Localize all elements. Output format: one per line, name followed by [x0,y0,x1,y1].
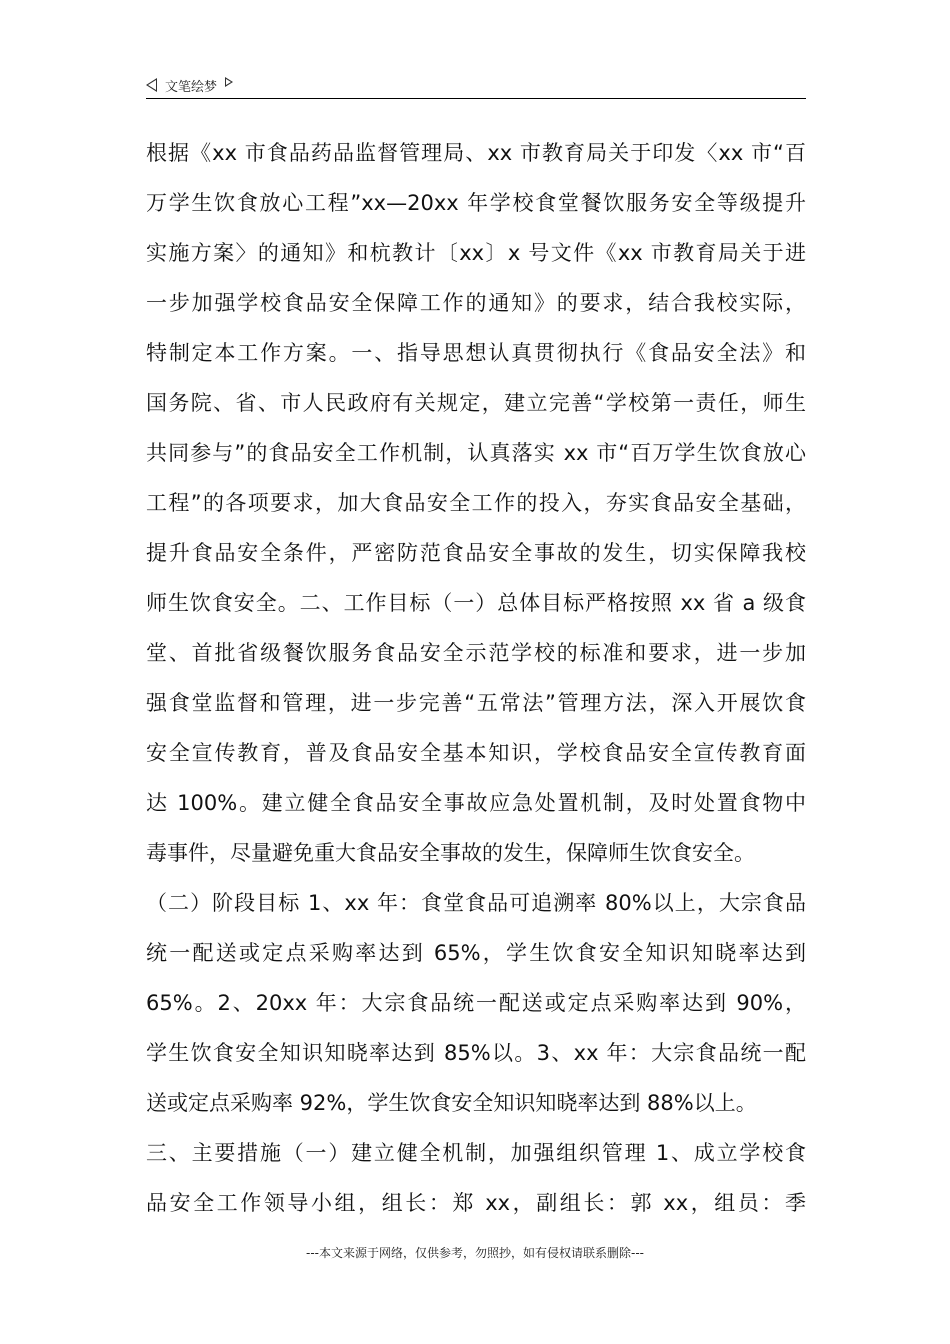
triangle-right-icon [225,77,233,87]
body-line: 国务院、省、市人民政府有关规定，建立完善“学校第一责任，师生 [146,391,806,415]
body-line: 万学生饮食放心工程”xx—20xx 年学校食堂餐饮服务安全等级提升 [146,191,806,215]
body-line: 师生饮食安全。二、工作目标（一）总体目标严格按照 xx 省 a 级食 [146,591,806,615]
document-body [146,128,806,1228]
body-line: 一步加强学校食品安全保障工作的通知》的要求，结合我校实际， [146,291,806,315]
body-line: 送或定点采购率 92%，学生饮食安全知识知晓率达到 88%以上。 [146,1091,757,1115]
body-line: 根据《xx 市食品药品监督管理局、xx 市教育局关于印发〈xx 市“百 [146,141,806,165]
body-line: 达 100%。建立健全食品安全事故应急处置机制，及时处置食物中 [146,791,806,815]
body-line: 工程”的各项要求，加大食品安全工作的投入，夯实食品安全基础， [146,491,806,515]
header-divider [146,98,806,99]
body-line: 品安全工作领导小组，组长：郑 xx，副组长：郭 xx，组员：季 [146,1191,806,1215]
body-line: 三、主要措施（一）建立健全机制，加强组织管理 1、成立学校食 [146,1141,806,1165]
page-header [146,72,806,98]
body-line: 实施方案〉的通知》和杭教计〔xx〕x 号文件《xx 市教育局关于进 [146,241,806,265]
body-line: 学生饮食安全知识知晓率达到 85%以。3、xx 年：大宗食品统一配 [146,1041,806,1065]
body-line: 统一配送或定点采购率达到 65%，学生饮食安全知识知晓率达到 [146,941,806,965]
page-footer: ---本文来源于网络，仅供参考，勿照抄，如有侵权请联系删除--- [306,1246,644,1260]
header-title: 文笔绘梦 [165,79,218,95]
body-line: 堂、首批省级餐饮服务食品安全示范学校的标准和要求，进一步加 [146,641,806,665]
body-line: 强食堂监督和管理，进一步完善“五常法”管理方法，深入开展饮食 [146,691,806,715]
body-line: 提升食品安全条件，严密防范食品安全事故的发生，切实保障我校 [146,541,806,565]
body-line: 特制定本工作方案。一、指导思想认真贯彻执行《食品安全法》和 [146,341,806,365]
body-line: 共同参与”的食品安全工作机制，认真落实 xx 市“百万学生饮食放心 [146,441,806,465]
body-line: 毒事件，尽量避免重大食品安全事故的发生，保障师生饮食安全。 [146,841,755,865]
triangle-left-icon [146,78,157,92]
body-line: （二）阶段目标 1、xx 年：食堂食品可追溯率 80%以上，大宗食品 [146,891,806,915]
body-line: 65%。2、20xx 年：大宗食品统一配送或定点采购率达到 90%， [146,991,806,1015]
body-line: 安全宣传教育，普及食品安全基本知识，学校食品安全宣传教育面 [146,741,806,765]
